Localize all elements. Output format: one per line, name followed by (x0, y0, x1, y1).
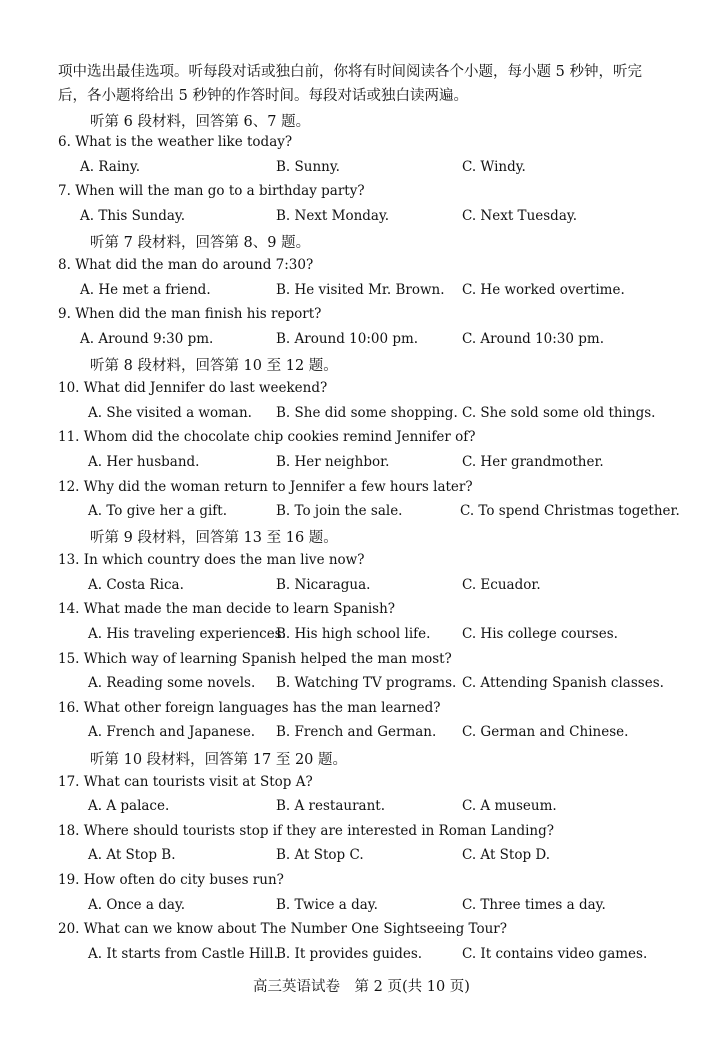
question-text: When will the man go to a birthday party? (75, 183, 365, 199)
question-11 (58, 429, 475, 445)
question-18 (58, 823, 554, 839)
option-a: A. Around 9:30 pm. (80, 331, 214, 347)
question-text: What can we know about The Number One Sightseeing Tour? (83, 921, 507, 937)
option-c: C. Around 10:30 pm. (462, 331, 605, 347)
option-c: C. At Stop D. (462, 847, 551, 863)
question-7 (58, 183, 365, 199)
question-number: 6. (58, 134, 71, 150)
question-number: 11. (58, 429, 80, 445)
option-c: C. Windy. (462, 159, 526, 175)
option-c: C. Three times a day. (462, 897, 606, 913)
option-c: C. A museum. (462, 798, 557, 814)
option-b: B. French and German. (276, 724, 437, 740)
question-number: 19. (58, 872, 80, 888)
question-13 (58, 552, 364, 568)
option-b: B. His high school life. (276, 626, 431, 642)
option-b: B. It provides guides. (276, 946, 423, 962)
question-number: 10. (58, 380, 80, 396)
option-b: B. To join the sale. (276, 503, 403, 519)
page-footer: 高三英语试卷 第 2 页(共 10 页) (253, 979, 470, 995)
option-c: C. Her grandmother. (462, 454, 604, 470)
option-a: A. This Sunday. (80, 208, 186, 224)
question-text: Why did the woman return to Jennifer a few hours later? (83, 479, 473, 495)
question-number: 12. (58, 479, 80, 495)
option-a: A. Once a day. (88, 897, 186, 913)
option-b: B. Around 10:00 pm. (276, 331, 419, 347)
question-15 (58, 651, 452, 667)
option-c: C. His college courses. (462, 626, 618, 642)
section-heading: 听第 7 段材料，回答第 8、9 题。 (90, 235, 311, 251)
question-text: What other foreign languages has the man learned? (83, 700, 441, 716)
question-19 (58, 872, 284, 888)
option-b: B. Sunny. (276, 159, 340, 175)
option-c: C. She sold some old things. (462, 405, 656, 421)
question-14 (58, 601, 395, 617)
question-text: What did the man do around 7:30? (75, 257, 314, 273)
option-c: C. Attending Spanish classes. (462, 675, 664, 691)
question-text: Which way of learning Spanish helped the man most? (83, 651, 452, 667)
question-10 (58, 380, 327, 396)
option-a: A. Her husband. (88, 454, 200, 470)
question-text: How often do city buses run? (83, 872, 284, 888)
question-number: 16. (58, 700, 80, 716)
question-number: 14. (58, 601, 80, 617)
question-text: What can tourists visit at Stop A? (83, 774, 313, 790)
question-text: What made the man decide to learn Spanish? (83, 601, 396, 617)
intro-line-1: 项中选出最佳选项。听每段对话或独白前，你将有时间阅读各个小题，每小题 5 秒钟，听完 (58, 64, 642, 80)
option-b: B. Watching TV programs. (276, 675, 457, 691)
question-number: 20. (58, 921, 80, 937)
option-a: A. French and Japanese. (88, 724, 256, 740)
option-b: B. She did some shopping. (276, 405, 458, 421)
option-b: B. At Stop C. (276, 847, 364, 863)
question-number: 15. (58, 651, 80, 667)
question-text: In which country does the man live now? (83, 552, 365, 568)
question-text: Whom did the chocolate chip cookies remind Jennifer of? (83, 429, 476, 445)
question-9 (58, 306, 321, 322)
question-17 (58, 774, 313, 790)
option-a: A. At Stop B. (88, 847, 176, 863)
question-number: 18. (58, 823, 80, 839)
question-text: When did the man finish his report? (75, 306, 322, 322)
section-heading: 听第 8 段材料，回答第 10 至 12 题。 (90, 358, 338, 374)
intro-line-2: 后，各小题将给出 5 秒钟的作答时间。每段对话或独白读两遍。 (58, 88, 468, 104)
question-number: 9. (58, 306, 71, 322)
question-text: Where should tourists stop if they are interested in Roman Landing? (83, 823, 555, 839)
option-b: B. A restaurant. (276, 798, 385, 814)
option-c: C. It contains video games. (462, 946, 648, 962)
option-c: C. To spend Christmas together. (460, 503, 680, 519)
option-a: A. His traveling experiences. (88, 626, 286, 642)
option-c: C. German and Chinese. (462, 724, 629, 740)
question-16 (58, 700, 440, 716)
option-a: A. Costa Rica. (88, 577, 184, 593)
question-6 (58, 134, 292, 150)
option-b: B. Twice a day. (276, 897, 378, 913)
section-heading: 听第 10 段材料，回答第 17 至 20 题。 (90, 752, 348, 768)
question-number: 7. (58, 183, 71, 199)
option-a: A. She visited a woman. (88, 405, 252, 421)
option-a: A. A palace. (88, 798, 170, 814)
option-b: B. Next Monday. (276, 208, 390, 224)
section-heading: 听第 9 段材料，回答第 13 至 16 题。 (90, 530, 338, 546)
option-b: B. Her neighbor. (276, 454, 390, 470)
question-12 (58, 479, 473, 495)
option-c: C. Ecuador. (462, 577, 541, 593)
option-a: A. To give her a gift. (88, 503, 228, 519)
question-text: What is the weather like today? (75, 134, 293, 150)
question-number: 13. (58, 552, 80, 568)
option-b: B. He visited Mr. Brown. (276, 282, 445, 298)
option-a: A. It starts from Castle Hill. (88, 946, 278, 962)
option-c: C. Next Tuesday. (462, 208, 577, 224)
question-text: What did Jennifer do last weekend? (83, 380, 328, 396)
section-heading: 听第 6 段材料，回答第 6、7 题。 (90, 114, 311, 130)
option-c: C. He worked overtime. (462, 282, 625, 298)
question-20 (58, 921, 507, 937)
option-b: B. Nicaragua. (276, 577, 371, 593)
question-8 (58, 257, 313, 273)
option-a: A. Reading some novels. (88, 675, 256, 691)
option-a: A. He met a friend. (80, 282, 211, 298)
question-number: 8. (58, 257, 71, 273)
option-a: A. Rainy. (80, 159, 140, 175)
question-number: 17. (58, 774, 80, 790)
